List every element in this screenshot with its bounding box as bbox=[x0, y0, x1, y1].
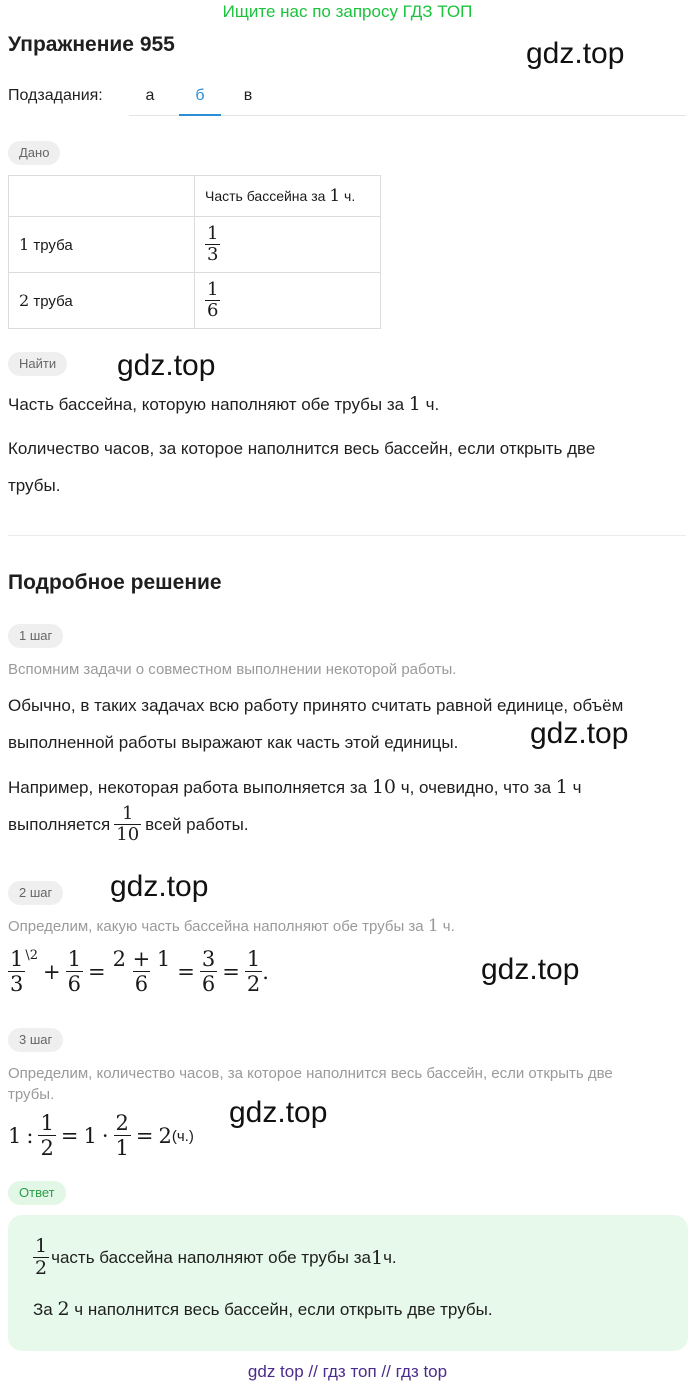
given-table bbox=[8, 175, 381, 329]
text: Определим, какую часть бассейна наполняют обе трубы за bbox=[8, 918, 428, 935]
fraction-denominator: 3 bbox=[207, 243, 219, 265]
find-text: Часть бассейна, которую наполняют обе трубы за bbox=[8, 395, 409, 414]
tab-a[interactable]: а bbox=[145, 87, 155, 104]
number: 10 bbox=[371, 776, 396, 798]
page-title: Упражнение 955 bbox=[8, 33, 175, 56]
fraction bbox=[205, 224, 220, 265]
number: 2 bbox=[57, 1298, 70, 1320]
equals-sign: = bbox=[222, 960, 240, 984]
header-unit: ч. bbox=[340, 188, 356, 204]
watermark: gdz.top bbox=[229, 1096, 328, 1129]
table-row bbox=[9, 217, 381, 273]
step-3-chip: 3 шаг bbox=[8, 1028, 63, 1052]
text: всей работы. bbox=[145, 814, 249, 834]
text: ч. bbox=[383, 1247, 397, 1267]
find-chip: Найти bbox=[8, 352, 67, 376]
table-row bbox=[9, 176, 381, 217]
number: 1 bbox=[555, 776, 568, 798]
equals-sign: = bbox=[88, 960, 106, 984]
table-header-cell bbox=[195, 176, 381, 217]
subtasks-label: Подзадания: bbox=[8, 87, 103, 104]
fraction-numerator: 1 bbox=[10, 946, 24, 971]
answer-line-1 bbox=[33, 1236, 397, 1280]
header-number: 1 bbox=[329, 186, 341, 206]
pipe-label-cell bbox=[9, 217, 195, 273]
find-line-2: Количество часов, за которое наполнится весь бассейн, если открыть две bbox=[8, 439, 596, 458]
text: ч. bbox=[438, 918, 455, 935]
step-1-chip: 1 шаг bbox=[8, 624, 63, 648]
step-1-para-1: Обычно, в таких задачах всю работу принято считать равной единице, объём bbox=[8, 696, 624, 715]
tab-v[interactable]: в bbox=[243, 87, 253, 104]
fraction bbox=[66, 948, 83, 996]
watermark: gdz.top bbox=[530, 717, 629, 750]
number: 1 bbox=[8, 1124, 22, 1148]
result-unit: (ч.) bbox=[171, 1127, 194, 1145]
fraction-numerator: 3 bbox=[201, 946, 216, 971]
fraction bbox=[205, 280, 220, 321]
equals-sign: = bbox=[60, 1124, 79, 1148]
promo-banner[interactable]: Ищите нас по запросу ГДЗ ТОП bbox=[222, 2, 473, 21]
step-1-hint: Вспомним задачи о совместном выполнении некоторой работы. bbox=[8, 661, 457, 678]
fraction-numerator: 1 bbox=[67, 946, 82, 971]
divider bbox=[8, 535, 686, 536]
pipe-number: 1 bbox=[19, 235, 30, 254]
division-sign: : bbox=[26, 1124, 34, 1148]
fraction-denominator: 6 bbox=[67, 971, 82, 996]
fraction-denominator: 1 bbox=[115, 1135, 129, 1160]
period: . bbox=[262, 960, 269, 984]
fraction-denominator: 10 bbox=[116, 823, 140, 845]
fraction bbox=[111, 948, 173, 996]
fraction-numerator: 1 bbox=[207, 278, 219, 300]
text: часть бассейна наполняют обе трубы за bbox=[51, 1247, 371, 1267]
pipe-number: 2 bbox=[19, 291, 30, 310]
answer-line-2 bbox=[33, 1298, 493, 1320]
pipe-label: труба bbox=[29, 237, 73, 254]
number: 1 bbox=[370, 1246, 384, 1269]
text: ч bbox=[567, 778, 582, 797]
find-line-2-cont: трубы. bbox=[8, 476, 61, 495]
extra-multiplier: \2 bbox=[25, 948, 39, 963]
fraction-numerator: 1 bbox=[207, 222, 219, 244]
fraction bbox=[33, 1236, 49, 1280]
fraction bbox=[200, 948, 217, 996]
step-2-formula bbox=[8, 944, 269, 1000]
table-row bbox=[9, 273, 381, 329]
find-line-1 bbox=[8, 393, 439, 415]
fraction-numerator: 2 bbox=[115, 1110, 129, 1135]
step-2-chip: 2 шаг bbox=[8, 881, 63, 905]
step-1-para-2 bbox=[8, 776, 581, 798]
fraction-numerator: 1 bbox=[246, 946, 261, 971]
equals-sign: = bbox=[135, 1124, 154, 1148]
fraction-cell bbox=[195, 217, 381, 273]
table-cell bbox=[9, 176, 195, 217]
answer-chip: Ответ bbox=[8, 1181, 66, 1205]
tab-b[interactable]: б bbox=[179, 78, 221, 116]
fraction-denominator: 2 bbox=[246, 971, 261, 996]
step-3-hint-cont: трубы. bbox=[8, 1086, 55, 1103]
fraction bbox=[8, 948, 25, 996]
step-1-para-1-cont: выполненной работы выражают как часть этой единицы. bbox=[8, 733, 459, 752]
text: выполняется bbox=[8, 814, 111, 834]
plus-sign: + bbox=[43, 960, 61, 984]
watermark: gdz.top bbox=[481, 953, 580, 986]
fraction-numerator: 1 bbox=[121, 803, 134, 824]
text: Например, некоторая работа выполняется за bbox=[8, 778, 372, 797]
fraction-denominator: 6 bbox=[201, 971, 216, 996]
fraction-numerator: 1 bbox=[35, 1235, 48, 1257]
header-text: Часть бассейна за bbox=[205, 188, 330, 204]
watermark: gdz.top bbox=[110, 870, 209, 903]
fraction-numerator: 1 bbox=[40, 1110, 54, 1135]
solution-heading: Подробное решение bbox=[8, 571, 222, 594]
step-3-formula bbox=[8, 1110, 194, 1162]
watermark: gdz.top bbox=[526, 37, 625, 70]
text: ч, очевидно, что за bbox=[396, 778, 556, 797]
given-chip: Дано bbox=[8, 141, 60, 165]
number: 1 bbox=[427, 916, 439, 936]
find-number: 1 bbox=[408, 393, 421, 415]
text: ч наполнится весь бассейн, если открыть две трубы. bbox=[69, 1300, 493, 1319]
equals-sign: = bbox=[177, 960, 195, 984]
fraction bbox=[114, 1112, 131, 1160]
result-number: 2 bbox=[158, 1124, 172, 1148]
step-1-para-3 bbox=[8, 804, 249, 845]
fraction-denominator: 6 bbox=[207, 299, 219, 321]
find-text-end: ч. bbox=[420, 395, 440, 414]
watermark: gdz.top bbox=[117, 349, 216, 382]
fraction-denominator: 2 bbox=[40, 1135, 54, 1160]
pipe-label-cell bbox=[9, 273, 195, 329]
pipe-label: труба bbox=[29, 293, 73, 310]
fraction bbox=[114, 804, 141, 845]
fraction bbox=[245, 948, 262, 996]
step-2-hint bbox=[8, 916, 455, 936]
fraction-denominator: 2 bbox=[35, 1256, 48, 1279]
fraction bbox=[38, 1112, 55, 1160]
text: За bbox=[33, 1300, 58, 1319]
fraction-denominator: 3 bbox=[10, 971, 24, 996]
footer-links[interactable]: gdz top // гдз топ // гдз top bbox=[247, 1362, 448, 1381]
subtasks-tabs bbox=[129, 78, 686, 116]
fraction-denominator: 6 bbox=[134, 971, 149, 996]
number: 1 bbox=[83, 1124, 97, 1148]
fraction-cell bbox=[195, 273, 381, 329]
step-3-hint: Определим, количество часов, за которое наполнится весь бассейн, если открыть две bbox=[8, 1065, 613, 1082]
multiply-sign: · bbox=[101, 1124, 109, 1148]
fraction-numerator: 2 + 1 bbox=[112, 946, 171, 971]
